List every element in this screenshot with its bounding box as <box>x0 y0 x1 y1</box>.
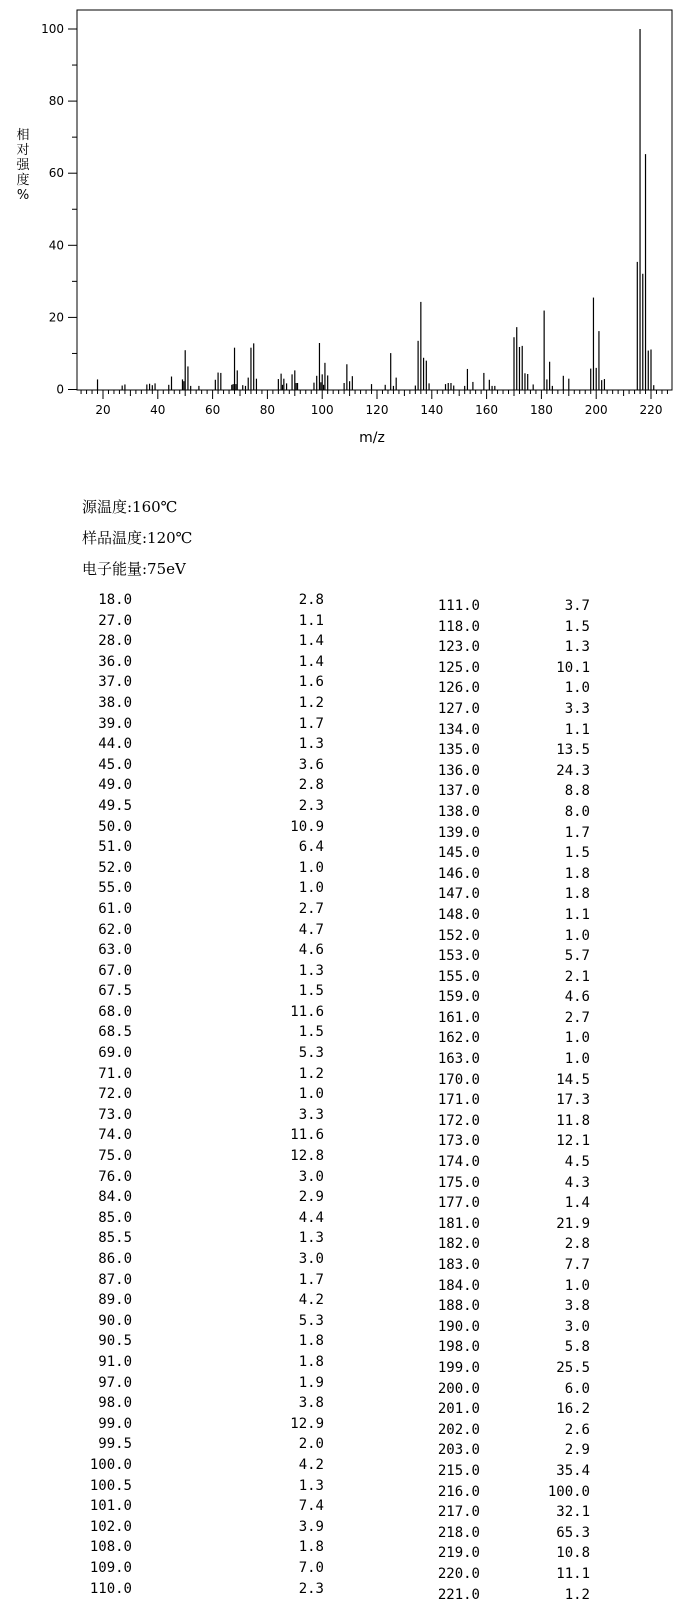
mz-value: 145.0 <box>437 845 480 862</box>
mz-value: 163.0 <box>437 1051 480 1068</box>
mz-value: 84.0 <box>98 1189 132 1206</box>
intensity-value: 1.7 <box>298 1271 324 1288</box>
mz-value: 108.0 <box>89 1539 132 1556</box>
mz-value: 161.0 <box>437 1009 480 1026</box>
intensity-value: 5.8 <box>564 1339 590 1356</box>
mz-value: 67.0 <box>98 962 132 979</box>
mz-value: 218.0 <box>437 1524 480 1541</box>
intensity-value: 1.5 <box>564 618 590 635</box>
intensity-value: 2.8 <box>298 592 324 608</box>
mz-value: 134.0 <box>437 721 480 738</box>
intensity-value: 1.2 <box>564 1586 590 1603</box>
intensity-value: 5.7 <box>564 948 590 965</box>
intensity-value: 10.1 <box>556 659 590 676</box>
intensity-value: 1.7 <box>564 824 590 841</box>
mz-value: 215.0 <box>437 1462 480 1479</box>
intensity-value: 4.6 <box>298 942 324 959</box>
mz-value: 69.0 <box>98 1045 132 1062</box>
mz-value: 101.0 <box>89 1498 132 1515</box>
intensity-value: 2.9 <box>298 1189 324 1206</box>
intensity-value: 1.1 <box>298 612 324 629</box>
intensity-value: 3.7 <box>564 598 590 614</box>
intensity-value: 3.0 <box>564 1318 590 1335</box>
intensity-value: 1.0 <box>564 1051 590 1068</box>
mz-value: 152.0 <box>437 927 480 944</box>
mz-value: 111.0 <box>437 598 480 614</box>
intensity-value: 14.5 <box>556 1071 590 1088</box>
intensity-value: 7.4 <box>298 1498 324 1515</box>
mz-value: 135.0 <box>437 742 480 759</box>
mz-value: 173.0 <box>437 1133 480 1150</box>
mz-value: 217.0 <box>437 1504 480 1521</box>
x-tick-label: 100 <box>310 403 334 417</box>
intensity-value: 4.6 <box>564 989 590 1006</box>
intensity-value: 5.3 <box>298 1045 324 1062</box>
intensity-value: 1.7 <box>298 715 324 732</box>
intensity-value: 1.4 <box>298 653 324 670</box>
intensity-value: 1.3 <box>298 1230 324 1247</box>
intensity-value: 17.3 <box>556 1092 590 1109</box>
intensity-value: 1.9 <box>298 1374 324 1391</box>
x-tick-label: 40 <box>150 403 166 417</box>
y-axis-label-char: 度 <box>16 173 30 188</box>
mz-value: 127.0 <box>437 700 480 717</box>
intensity-value: 11.6 <box>290 1127 324 1144</box>
mz-value: 148.0 <box>437 906 480 923</box>
mz-value: 147.0 <box>437 886 480 903</box>
mz-value: 91.0 <box>98 1353 132 1370</box>
x-tick-label: 60 <box>204 403 221 417</box>
intensity-value: 4.7 <box>298 921 324 938</box>
intensity-value: 3.0 <box>298 1251 324 1267</box>
intensity-value: 24.3 <box>556 762 590 779</box>
intensity-value: 2.6 <box>564 1421 590 1438</box>
mz-value: 75.0 <box>98 1148 132 1165</box>
mz-value: 90.0 <box>98 1312 132 1329</box>
mz-value: 36.0 <box>98 653 132 670</box>
mz-value: 38.0 <box>98 694 132 711</box>
intensity-value: 1.3 <box>298 736 324 753</box>
mz-value: 136.0 <box>437 762 480 779</box>
mz-value: 99.0 <box>98 1415 132 1432</box>
intensity-value: 3.8 <box>564 1298 590 1315</box>
mz-value: 89.0 <box>98 1292 132 1309</box>
y-axis-label-char: 对 <box>16 143 30 158</box>
intensity-value: 2.7 <box>564 1009 590 1026</box>
intensity-value: 1.5 <box>298 1024 324 1041</box>
intensity-value: 12.8 <box>290 1148 324 1165</box>
intensity-value: 11.8 <box>556 1112 590 1129</box>
mz-value: 37.0 <box>98 674 132 691</box>
y-tick-label: 40 <box>48 238 64 253</box>
mz-value: 153.0 <box>437 948 480 965</box>
intensity-value: 6.4 <box>298 839 324 856</box>
mz-value: 182.0 <box>437 1236 480 1253</box>
intensity-value: 2.3 <box>298 1580 324 1597</box>
mz-value: 99.5 <box>98 1436 132 1453</box>
intensity-value: 12.9 <box>290 1415 324 1432</box>
mz-value: 177.0 <box>437 1195 480 1212</box>
mz-value: 86.0 <box>98 1251 132 1267</box>
intensity-value: 1.8 <box>298 1333 324 1350</box>
y-tick-label: 80 <box>48 94 64 109</box>
intensity-value: 2.3 <box>298 797 324 814</box>
intensity-value: 6.0 <box>564 1380 590 1397</box>
intensity-value: 1.0 <box>298 859 324 876</box>
mz-value: 52.0 <box>98 859 132 876</box>
intensity-value: 1.0 <box>564 927 590 944</box>
mz-value: 139.0 <box>437 824 480 841</box>
mass-spectrum-chart <box>0 0 687 460</box>
intensity-value: 7.0 <box>298 1559 324 1576</box>
mz-value: 27.0 <box>98 612 132 629</box>
mz-value: 87.0 <box>98 1271 132 1288</box>
mz-value: 146.0 <box>437 865 480 882</box>
mz-value: 171.0 <box>437 1092 480 1109</box>
intensity-value: 8.0 <box>564 803 590 820</box>
mz-value: 68.5 <box>98 1024 132 1041</box>
intensity-value: 1.8 <box>298 1539 324 1556</box>
intensity-value: 7.7 <box>564 1257 590 1273</box>
x-tick-label: 200 <box>584 403 608 417</box>
intensity-value: 4.2 <box>298 1292 324 1309</box>
x-tick-label: 20 <box>95 403 111 417</box>
mz-value: 72.0 <box>98 1086 132 1103</box>
intensity-value: 3.3 <box>564 700 590 717</box>
mz-value: 137.0 <box>437 783 480 800</box>
intensity-value: 1.4 <box>298 633 324 650</box>
mz-value: 85.5 <box>98 1230 132 1247</box>
mz-value: 174.0 <box>437 1154 480 1171</box>
mz-value: 190.0 <box>437 1318 480 1335</box>
mz-value: 85.0 <box>98 1209 132 1226</box>
x-tick-label: 80 <box>259 403 276 417</box>
intensity-value: 10.9 <box>290 818 324 835</box>
mz-value: 202.0 <box>437 1421 480 1438</box>
mz-value: 199.0 <box>437 1359 480 1376</box>
mz-value: 200.0 <box>437 1380 480 1397</box>
x-tick-label: 140 <box>420 403 444 417</box>
intensity-value: 4.5 <box>564 1154 590 1171</box>
y-tick-label: 0 <box>56 382 64 397</box>
y-axis-label-char: % <box>16 188 30 203</box>
mz-value: 126.0 <box>437 680 480 697</box>
source-temperature: 源温度:160℃ <box>82 498 178 516</box>
intensity-value: 1.1 <box>564 906 590 923</box>
intensity-value: 1.2 <box>298 1065 324 1082</box>
y-tick-label: 100 <box>41 22 64 36</box>
intensity-value: 2.0 <box>298 1436 324 1453</box>
mz-value: 188.0 <box>437 1298 480 1315</box>
intensity-value: 1.8 <box>564 886 590 903</box>
mz-value: 74.0 <box>98 1127 132 1144</box>
intensity-value: 3.6 <box>298 756 324 773</box>
intensity-value: 1.5 <box>564 845 590 862</box>
mz-value: 76.0 <box>98 1168 132 1185</box>
mz-value: 125.0 <box>437 659 480 676</box>
intensity-value: 5.3 <box>298 1312 324 1329</box>
mz-value: 159.0 <box>437 989 480 1006</box>
mz-value: 28.0 <box>98 633 132 650</box>
mz-value: 49.5 <box>98 797 132 814</box>
intensity-value: 4.4 <box>298 1209 324 1226</box>
mz-value: 68.0 <box>98 1003 132 1020</box>
intensity-value: 2.1 <box>564 968 590 985</box>
mz-value: 138.0 <box>437 803 480 820</box>
intensity-value: 1.8 <box>564 865 590 882</box>
intensity-value: 1.6 <box>298 674 324 691</box>
mz-value: 90.5 <box>98 1333 132 1350</box>
mz-value: 50.0 <box>98 818 132 835</box>
mz-value: 184.0 <box>437 1277 480 1294</box>
intensity-value: 13.5 <box>556 742 590 759</box>
mz-value: 61.0 <box>98 900 132 917</box>
mz-value: 170.0 <box>437 1071 480 1088</box>
intensity-value: 1.0 <box>298 1086 324 1103</box>
mz-value: 118.0 <box>437 618 480 635</box>
mz-value: 18.0 <box>98 592 132 608</box>
intensity-value: 4.3 <box>564 1174 590 1191</box>
intensity-value: 3.3 <box>298 1106 324 1123</box>
x-axis-label: m/z <box>359 430 385 446</box>
intensity-value: 1.4 <box>564 1195 590 1212</box>
x-tick-label: 220 <box>639 403 663 417</box>
intensity-value: 3.9 <box>298 1518 324 1535</box>
mz-value: 73.0 <box>98 1106 132 1123</box>
mz-value: 39.0 <box>98 715 132 732</box>
mz-value: 45.0 <box>98 756 132 773</box>
intensity-value: 1.0 <box>564 1030 590 1047</box>
y-axis-label <box>14 128 32 203</box>
intensity-value: 8.8 <box>564 783 590 800</box>
mz-value: 172.0 <box>437 1112 480 1129</box>
intensity-value: 3.0 <box>298 1168 324 1185</box>
intensity-value: 2.7 <box>298 900 324 917</box>
intensity-value: 4.2 <box>298 1456 324 1473</box>
spectrum-plot <box>0 0 687 460</box>
y-axis-label-char: 强 <box>16 158 30 173</box>
mz-value: 155.0 <box>437 968 480 985</box>
mz-value: 181.0 <box>437 1215 480 1232</box>
mz-value: 201.0 <box>437 1401 480 1418</box>
electron-energy: 电子能量:75eV <box>82 560 186 578</box>
mz-value: 123.0 <box>437 639 480 656</box>
mz-value: 109.0 <box>89 1559 132 1576</box>
mz-value: 203.0 <box>437 1442 480 1459</box>
mz-value: 51.0 <box>98 839 132 856</box>
intensity-value: 25.5 <box>556 1359 590 1376</box>
mz-value: 97.0 <box>98 1374 132 1391</box>
intensity-value: 3.8 <box>298 1395 324 1412</box>
intensity-value: 1.2 <box>298 694 324 711</box>
mz-value: 98.0 <box>98 1395 132 1412</box>
mz-value: 55.0 <box>98 880 132 897</box>
mz-value: 220.0 <box>437 1565 480 1582</box>
intensity-value: 1.0 <box>564 1277 590 1294</box>
intensity-value: 11.6 <box>290 1003 324 1020</box>
mz-value: 221.0 <box>437 1586 480 1603</box>
mz-value: 100.5 <box>89 1477 132 1494</box>
mz-value: 71.0 <box>98 1065 132 1082</box>
sample-temperature: 样品温度:120℃ <box>82 529 193 547</box>
intensity-value: 1.3 <box>298 962 324 979</box>
mz-value: 62.0 <box>98 921 132 938</box>
mz-value: 183.0 <box>437 1257 480 1273</box>
intensity-value: 21.9 <box>556 1215 590 1232</box>
x-tick-label: 120 <box>365 403 389 417</box>
intensity-value: 11.1 <box>556 1565 590 1582</box>
intensity-value: 35.4 <box>556 1462 590 1479</box>
mz-value: 216.0 <box>437 1483 480 1500</box>
x-tick-label: 180 <box>529 403 553 417</box>
mz-value: 110.0 <box>89 1580 132 1597</box>
intensity-value: 10.8 <box>556 1545 590 1562</box>
intensity-value: 1.8 <box>298 1353 324 1370</box>
y-axis-label-char: 相 <box>16 128 30 143</box>
intensity-value: 1.0 <box>298 880 324 897</box>
mz-value: 63.0 <box>98 942 132 959</box>
intensity-value: 12.1 <box>556 1133 590 1150</box>
mz-value: 100.0 <box>89 1456 132 1473</box>
mz-value: 44.0 <box>98 736 132 753</box>
intensity-value: 1.0 <box>564 680 590 697</box>
plot-frame <box>77 10 672 390</box>
intensity-value: 1.3 <box>564 639 590 656</box>
intensity-value: 100.0 <box>547 1483 590 1500</box>
mz-value: 102.0 <box>89 1518 132 1535</box>
y-tick-label: 20 <box>48 310 64 325</box>
intensity-value: 65.3 <box>556 1524 590 1541</box>
mz-value: 49.0 <box>98 777 132 794</box>
x-tick-label: 160 <box>475 403 499 417</box>
mz-value: 67.5 <box>98 983 132 1000</box>
mz-value: 175.0 <box>437 1174 480 1191</box>
intensity-value: 16.2 <box>556 1401 590 1418</box>
mz-value: 198.0 <box>437 1339 480 1356</box>
y-tick-label: 60 <box>48 166 64 181</box>
intensity-value: 1.3 <box>298 1477 324 1494</box>
intensity-value: 2.8 <box>564 1236 590 1253</box>
mz-value: 219.0 <box>437 1545 480 1562</box>
intensity-value: 1.5 <box>298 983 324 1000</box>
intensity-value: 32.1 <box>556 1504 590 1521</box>
intensity-value: 1.1 <box>564 721 590 738</box>
intensity-value: 2.8 <box>298 777 324 794</box>
intensity-value: 2.9 <box>564 1442 590 1459</box>
mz-value: 162.0 <box>437 1030 480 1047</box>
